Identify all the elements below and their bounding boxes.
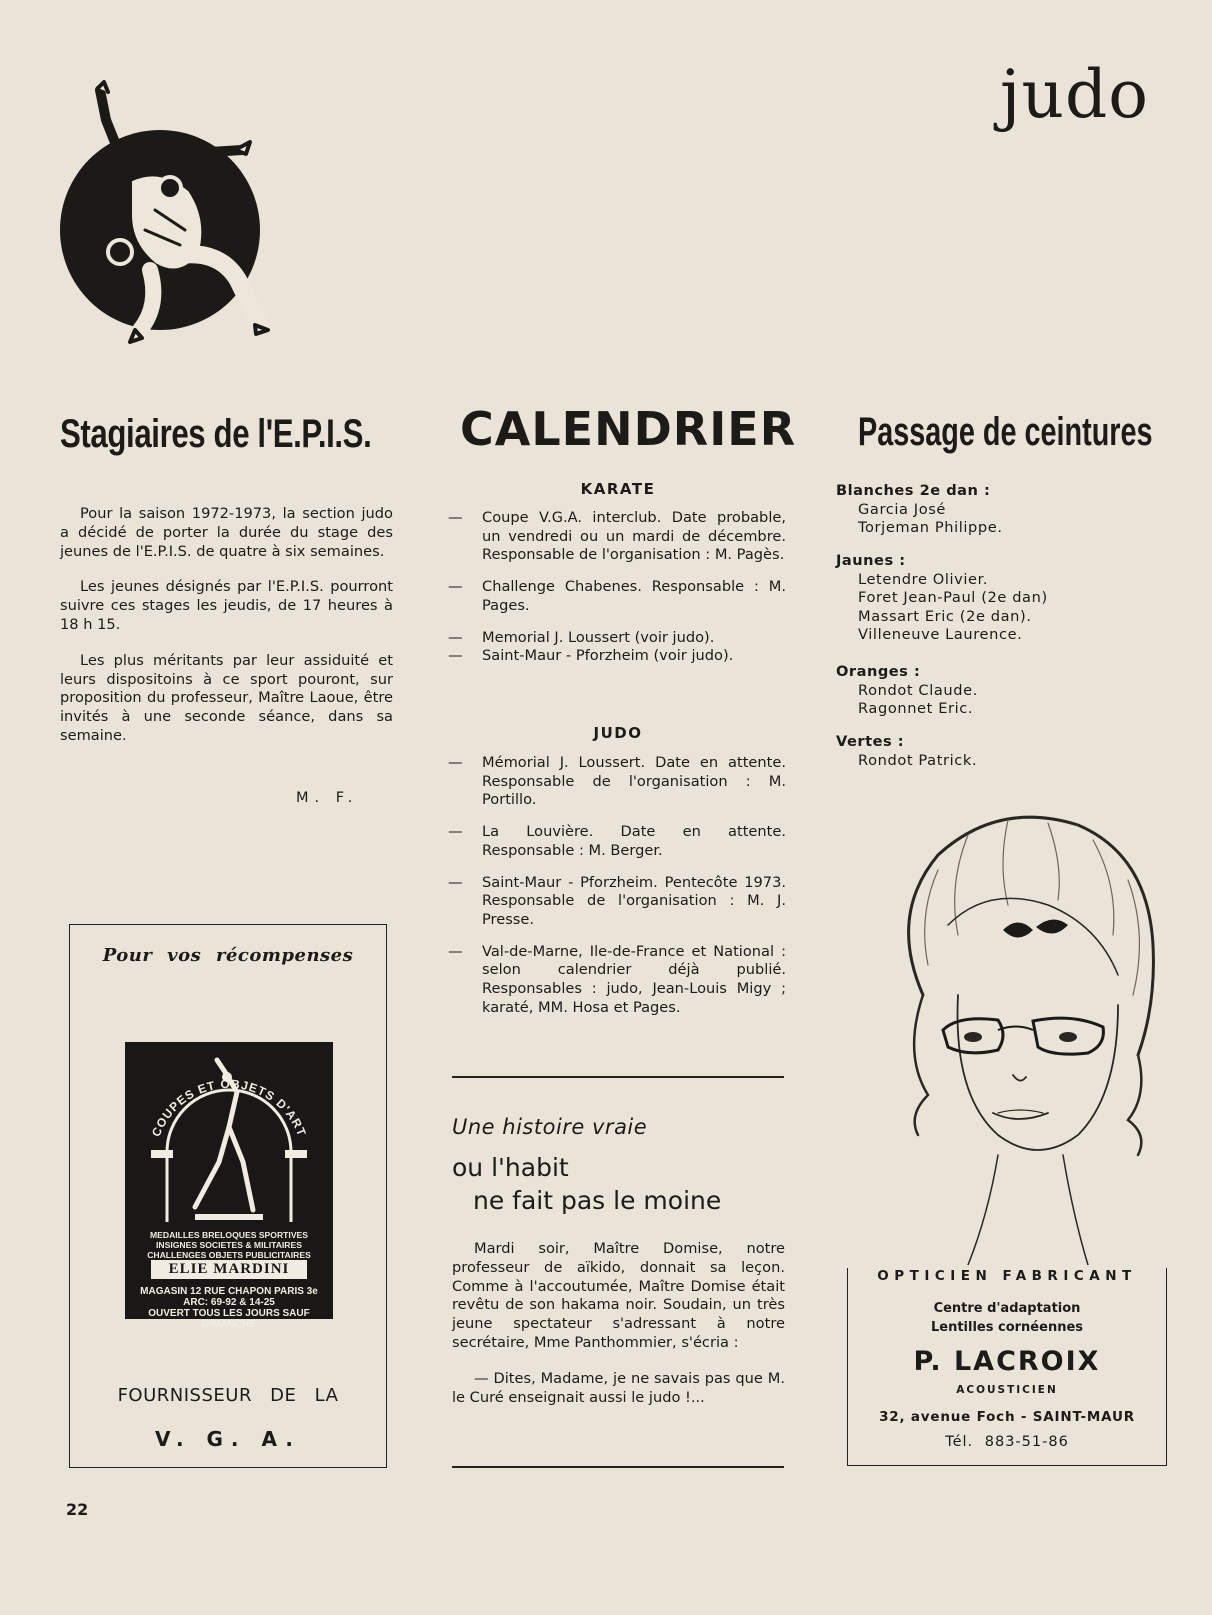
list-dash: — <box>448 578 463 596</box>
karate-subheading: KARATE <box>580 480 656 498</box>
belt-group-oranges <box>836 663 1166 719</box>
page-number: 22 <box>66 1500 89 1519</box>
logo-arc-text: COUPES ET OBJETS D'ART <box>148 1076 310 1139</box>
recompenses-advertisement <box>69 924 387 1468</box>
list-dash: — <box>448 754 463 771</box>
belt-name: Torjeman Philippe. <box>858 519 1003 536</box>
ad-club-name: V. G. A. <box>155 1427 301 1451</box>
list-dash: — <box>448 873 463 891</box>
optician-advertisement <box>847 1268 1167 1466</box>
logo-line: MEDAILLES BRELOQUES SPORTIVES <box>149 1230 309 1240</box>
calendar-item <box>448 754 786 810</box>
logo-address <box>125 1286 333 1330</box>
optician-service-line: Centre d'adaptation <box>933 1301 1081 1316</box>
epis-paragraph: Les jeunes désignés par l'E.P.I.S. pourront suivre ces stages les jeudis, de 17 heures à 18 h 15. <box>60 578 393 633</box>
calendar-item <box>448 943 786 1018</box>
calendar-item <box>448 509 786 565</box>
woman-with-glasses-illustration <box>848 795 1178 1265</box>
judo-subheading: JUDO <box>593 724 643 742</box>
logo-name: ELIE MARDINI <box>151 1260 307 1279</box>
optician-service-line: Lentilles cornéennes <box>930 1320 1084 1335</box>
belt-label: Oranges : <box>836 663 921 680</box>
calendar-item-text: Val-de-Marne, Ile-de-France et National : selon calendrier déjà publié. Responsables : judo, Jean-Louis Migy ; karaté, MM. Hosa et Pages. <box>482 942 786 1016</box>
belt-name: Massart Eric (2e dan). <box>858 607 1032 625</box>
logo-line: INSIGNES SOCIETES & MILITAIRES <box>156 1240 302 1250</box>
calendar-item <box>448 578 786 615</box>
story-title-line: ou l'habit <box>452 1153 569 1182</box>
logo-address-line: OUVERT TOUS LES JOURS SAUF DIMANCHE <box>148 1308 310 1330</box>
list-dash: — <box>448 647 463 665</box>
belt-name: Villeneuve Laurence. <box>858 626 1023 643</box>
calendar-item-text: La Louvière. Date en attente. Responsable : M. Berger. <box>482 823 786 859</box>
divider <box>452 1466 784 1468</box>
calendar-item <box>448 823 786 860</box>
optician-address: 32, avenue Foch - SAINT-MAUR <box>879 1409 1135 1425</box>
belt-label: Blanches 2e dan : <box>836 482 991 499</box>
list-dash: — <box>448 942 463 960</box>
karate-event-list <box>448 509 786 679</box>
belt-group-vertes <box>836 733 1166 770</box>
list-dash: — <box>448 509 463 526</box>
mardini-logo <box>125 1042 333 1330</box>
optician-trade: OPTICIEN FABRICANT <box>877 1268 1137 1284</box>
calendar-item-text: Coupe V.G.A. interclub. Date probable, un vendredi ou un mardi de décembre. Responsable de l'organisation : M. Pagès. <box>482 509 786 564</box>
belt-name: Garcia José <box>858 500 947 518</box>
logo-address-line: MAGASIN 12 RUE CHAPON PARIS 3e <box>140 1286 318 1297</box>
calendar-heading: CALENDRIER <box>460 402 797 456</box>
belt-group-jaunes <box>836 552 1166 645</box>
calendar-item-text: Saint-Maur - Pforzheim. Pentecôte 1973. Responsable de l'organisation : M. J. Presse. <box>482 873 786 928</box>
logo-address-line: ARC: 69-92 & 14-25 <box>183 1297 275 1308</box>
divider <box>452 1076 784 1078</box>
belts-heading: Passage de ceintures <box>858 410 1153 454</box>
story-article <box>452 1240 785 1424</box>
optician-phone: Tél. 883-51-86 <box>945 1434 1069 1450</box>
logo-product-lines <box>125 1230 333 1260</box>
epis-heading: Stagiaires de l'E.P.I.S. <box>60 412 372 456</box>
list-dash: — <box>448 628 463 646</box>
calendar-item-text: Memorial J. Loussert (voir judo). <box>482 628 715 646</box>
belt-label: Vertes : <box>836 733 905 750</box>
judo-event-list <box>448 754 786 1030</box>
story-paragraph: — Dites, Madame, je ne savais pas que M. le Curé enseignait aussi le judo !... <box>452 1369 785 1406</box>
statue-arch-graphic <box>125 1042 333 1227</box>
calendar-item-text: Challenge Chabenes. Responsable : M. Pages. <box>482 578 786 614</box>
epis-paragraph: Les plus méritants par leur assiduité et leurs dispositoins à ce sport pouront, sur proposition du professeur, Maître Laoue, être invités à une seconde séance, dans sa semaine. <box>60 651 393 744</box>
optician-services <box>848 1299 1166 1337</box>
story-kicker: Une histoire vraie <box>452 1115 648 1139</box>
section-title: judo <box>1000 56 1149 133</box>
optician-subtitle: ACOUSTICIEN <box>956 1384 1058 1396</box>
belt-name: Letendre Olivier. <box>858 570 989 588</box>
calendar-item-text: Saint-Maur - Pforzheim (voir judo). <box>482 647 734 665</box>
calendar-item <box>448 629 786 648</box>
epis-article <box>60 505 393 763</box>
belt-name: Rondot Claude. <box>858 681 978 699</box>
optician-name: P. LACROIX <box>913 1346 1101 1377</box>
calendar-item-text: Mémorial J. Loussert. Date en attente. Responsable de l'organisation : M. Portillo. <box>482 754 786 809</box>
epis-signature: M. F. <box>296 790 359 806</box>
belt-name: Ragonnet Eric. <box>858 700 974 717</box>
list-dash: — <box>448 823 463 841</box>
belt-name: Foret Jean-Paul (2e dan) <box>858 589 1048 606</box>
ad-title: Pour vos récompenses <box>102 945 354 966</box>
belt-label: Jaunes : <box>836 552 906 569</box>
ad-supplier-line: FOURNISSEUR DE LA <box>117 1385 339 1406</box>
story-paragraph: Mardi soir, Maître Domise, notre professeur de aïkido, donnait sa leçon. Comme à l'accoutumée, Maître Domise était revêtu de son hakama noir. Soudain, un très jeune spectateur s'adressant à notre secrétaire, Mme Panthommier, s'écria : <box>452 1240 785 1351</box>
logo-line: CHALLENGES OBJETS PUBLICITAIRES <box>147 1250 311 1260</box>
calendar-item <box>448 874 786 930</box>
belt-group-blanches <box>836 482 1166 538</box>
epis-paragraph: Pour la saison 1972-1973, la section judo a décidé de porter la durée du stage des jeunes de l'E.P.I.S. de quatre à six semaines. <box>60 505 393 560</box>
belt-name: Rondot Patrick. <box>858 751 978 769</box>
judo-throw-emblem <box>60 80 290 345</box>
story-title-line: ne fait pas le moine <box>473 1186 722 1215</box>
calendar-item <box>448 647 786 666</box>
